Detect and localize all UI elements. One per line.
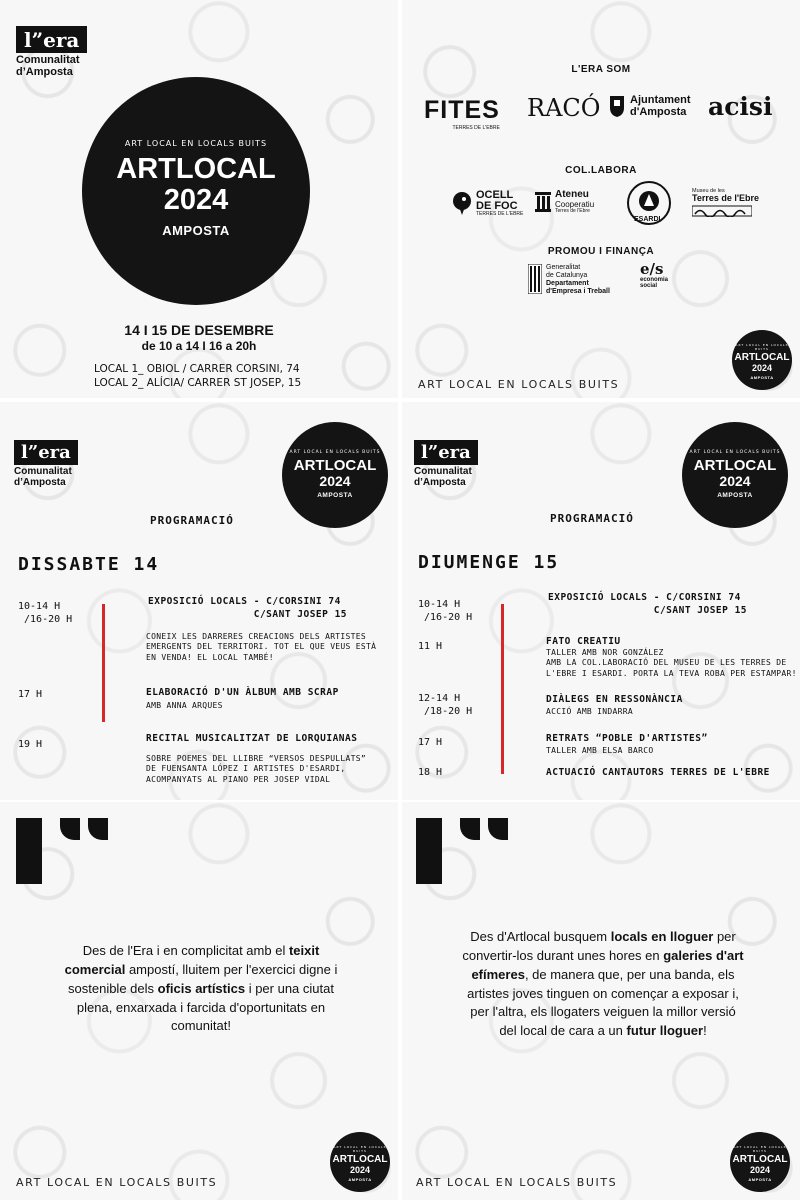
ateneu-logo <box>534 190 594 214</box>
artlocal-badge-small <box>330 1132 390 1192</box>
era-logo <box>14 440 78 488</box>
fites-sub: TERRES DE L'EBRE <box>452 125 500 131</box>
badge-year: 2024 <box>749 1164 771 1175</box>
event-desc: ACCIÓ AMB INDARRA <box>546 707 633 716</box>
time-label: 12-14 H /18-20 H <box>418 693 473 717</box>
badge-city: AMPOSTA <box>717 491 753 499</box>
badge-year: 2024 <box>719 472 751 489</box>
ateneu-line3: Terres de l'Ebre <box>555 207 590 214</box>
badge-year: 2024 <box>163 184 229 217</box>
badge-kicker: ART LOCAL EN LOCALS BUITS <box>289 450 381 455</box>
era-logo-sub2: d’Amposta <box>414 476 466 488</box>
shield-icon <box>608 94 626 118</box>
badge-name: ARTLOCAL <box>293 457 377 474</box>
badge-kicker: ART LOCAL EN LOCALS BUITS <box>689 450 781 455</box>
raco-text: RACÓ <box>527 94 601 122</box>
museu-line1: Museu de les <box>692 188 725 194</box>
era-logo-mark: l”era <box>14 440 78 465</box>
artlocal-badge-small <box>732 330 792 390</box>
programacio-heading: PROGRAMACIÓ <box>150 514 234 527</box>
raco-logo <box>527 94 600 122</box>
location-1: LOCAL 1_ OBIOL / CARRER CORSINI, 74 <box>94 363 300 375</box>
badge-name: ARTLOCAL <box>732 1154 788 1165</box>
footer-tagline: ART LOCAL EN LOCALS BUITS <box>16 1176 218 1189</box>
economia-social-logo <box>640 262 668 289</box>
ocell-line2: DE FOC <box>476 200 518 212</box>
panel-sunday <box>402 402 800 800</box>
footer-tagline: ART LOCAL EN LOCALS BUITS <box>416 1176 618 1189</box>
panel-saturday <box>0 402 398 800</box>
badge-kicker: ART LOCAL EN LOCALS BUITS <box>733 1145 787 1153</box>
day-title: DIUMENGE 15 <box>418 552 560 573</box>
time-label: 18 H <box>418 767 443 778</box>
hours-text: de 10 a 14 I 16 a 20h <box>141 339 257 353</box>
text-part: Des de l'Era i en complicitat amb el <box>82 943 289 958</box>
bird-icon <box>452 191 472 217</box>
eco-line2: social <box>640 283 658 289</box>
panel-rentals <box>402 802 800 1200</box>
acisi-logo <box>708 92 773 121</box>
event-title: EXPOSICIÓ LOCALS - C/CORSINI 74 C/SANT JOSEP 15 <box>548 592 748 616</box>
text-part: ! <box>703 1023 707 1039</box>
gen-line4: d'Empresa i Treball <box>546 288 610 296</box>
event-desc: AMB ANNA ARQUES <box>146 701 223 710</box>
event-title: ELABORACIÓ D'UN ÀLBUM AMB SCRAP <box>146 687 339 698</box>
time-label: 10-14 H /16-20 H <box>418 599 473 623</box>
ebre-wave-icon <box>692 205 752 217</box>
era-logo-sub1: Comunalitat <box>414 466 472 477</box>
event-title: RECITAL MUSICALITZAT DE LORQUIANAS <box>146 733 358 744</box>
event-title: DIÀLEGS EN RESSONÀNCIA <box>546 694 683 705</box>
event-desc: TALLER AMB ELSA BARCO <box>546 746 654 755</box>
text-bold: locals en lloguer <box>610 929 714 944</box>
eco-line1: economia <box>640 277 669 283</box>
badge-city: AMPOSTA <box>348 1176 372 1182</box>
event-title: FATO CREATIU <box>546 636 621 647</box>
ocell-de-foc-logo <box>452 190 523 217</box>
artlocal-badge <box>282 422 388 528</box>
artlocal-badge <box>682 422 788 528</box>
era-logo-sub2: d’Amposta <box>14 476 66 488</box>
text-part: , de manera que, per una banda, els artistes joves tinguen on començar a exposar i, per l'altra, els llogaters veiguen la millor versió del local de cara a un <box>467 966 739 1039</box>
event-dates <box>0 322 398 353</box>
gen-line1: Generalitat <box>546 264 581 271</box>
heading-colabora: COL.LABORA <box>565 165 637 176</box>
museu-logo <box>692 188 759 222</box>
badge-name: ARTLOCAL <box>693 457 777 474</box>
badge-city: AMPOSTA <box>748 1176 772 1182</box>
location-2: LOCAL 2_ ALÍCIA/ CARRER ST JOSEP, 15 <box>94 376 302 389</box>
text-part: Des d'Artlocal busquem <box>470 929 611 944</box>
day-title: DISSABTE 14 <box>18 554 160 575</box>
quote-mark-icon <box>16 818 112 884</box>
badge-kicker: ART LOCAL EN LOCALS BUITS <box>124 139 268 148</box>
badge-name: ARTLOCAL <box>332 1154 388 1165</box>
panel-cover <box>0 0 398 398</box>
fites-logo <box>424 96 500 131</box>
text-bold: futur lloguer <box>626 1023 704 1039</box>
ateneu-line2: Cooperatiu <box>555 199 595 209</box>
event-title: EXPOSICIÓ LOCALS - C/CORSINI 74 C/SANT JOSEP 15 <box>148 596 348 620</box>
era-logo-sub1: Comunalitat <box>16 54 80 66</box>
ocell-line3: TERRES DE L'EBRE <box>476 211 524 217</box>
badge-kicker: ART LOCAL EN LOCALS BUITS <box>333 1145 387 1153</box>
senyera-icon <box>528 264 542 294</box>
event-desc: SOBRE POEMES DEL LLIBRE “VERSOS DESPULLATS” DE FUENSANTA LÓPEZ I ARTISTES D'ESARDI, ACOMPANYATS AL PIANO PER JOSEP VIDAL <box>146 754 367 784</box>
text-bold: galeries d'art efímeres <box>471 947 744 982</box>
event-title: RETRATS “POBLE D'ARTISTES” <box>546 733 708 744</box>
rentals-text <box>462 928 744 1041</box>
badge-year: 2024 <box>319 472 351 489</box>
ocell-line1: OCELL <box>476 189 514 201</box>
time-label: 10-14 H /16-20 H <box>18 601 73 625</box>
time-label: 17 H <box>18 689 43 700</box>
manifesto-text <box>64 942 338 1036</box>
quote-mark-icon <box>416 818 512 884</box>
time-label: 19 H <box>18 739 43 750</box>
badge-year: 2024 <box>349 1164 371 1175</box>
gen-line3: Departament <box>546 280 589 288</box>
panel-manifesto <box>0 802 398 1200</box>
event-title: ACTUACIÓ CANTAUTORS TERRES DE L'EBRE <box>546 767 770 778</box>
generalitat-logo <box>528 264 610 296</box>
era-logo <box>414 440 478 488</box>
dates-text: 14 I 15 DE DESEMBRE <box>124 322 274 338</box>
locations <box>94 363 301 390</box>
text-bold: teixit comercial <box>64 943 320 977</box>
ajuntament-logo <box>608 94 691 118</box>
era-logo-sub2: d’Amposta <box>16 65 73 78</box>
era-logo-mark: l”era <box>414 440 478 465</box>
gen-line2: de Catalunya <box>546 272 588 280</box>
timeline-line <box>501 604 504 774</box>
esardi-text: ESARDI <box>634 216 661 223</box>
badge-name: ARTLOCAL <box>116 153 276 185</box>
acisi-text: acisi <box>708 92 773 121</box>
ateneu-line1: Ateneu <box>555 189 589 200</box>
text-part: ampostí, lluitem per l'exercici digne i sostenible dels <box>68 961 338 996</box>
timeline-line <box>102 604 105 722</box>
heading-som: L'ERA SOM <box>571 64 631 75</box>
badge-name: ARTLOCAL <box>734 352 790 363</box>
text-part: per convertir-los durant unes hores en <box>462 929 736 963</box>
ajuntament-line2: d'Amposta <box>630 106 687 119</box>
fites-text: FITES <box>424 96 500 124</box>
badge-city: AMPOSTA <box>162 223 230 239</box>
ajuntament-line1: Ajuntament <box>630 94 691 106</box>
museu-line2: Terres de l'Ebre <box>692 193 760 204</box>
artlocal-badge <box>82 77 310 305</box>
event-desc: TALLER AMB NOR GONZÁLEZ AMB LA COL.LABORACIÓ DEL MUSEU DE LES TERRES DE L'EBRE I ESARDI. PORTA LA TEVA ROBA PER ESTAMPAR! <box>546 648 797 678</box>
badge-city: AMPOSTA <box>750 374 774 380</box>
badge-city: AMPOSTA <box>317 491 353 499</box>
text-part: i per una ciutat plena, enxarxada i farcida d'oportunitats en comunitat! <box>76 980 334 1034</box>
era-logo-mark: l”era <box>16 26 87 53</box>
badge-kicker: ART LOCAL EN LOCALS BUITS <box>735 343 789 351</box>
panel-sponsors <box>402 0 800 398</box>
eco-mark: e/s <box>640 260 664 278</box>
event-desc: CONEIX LES DARRERES CREACIONS DELS ARTISTES EMERGENTS DEL TERRITORI. TOT EL QUE VEUS ESTÀ EN VENDA! EL LOCAL TAMBÉ! <box>146 632 377 662</box>
era-logo-sub1: Comunalitat <box>14 466 72 477</box>
footer-tagline: ART LOCAL EN LOCALS BUITS <box>418 378 620 391</box>
era-logo <box>16 26 87 78</box>
esardi-logo <box>626 180 672 226</box>
time-label: 11 H <box>418 641 443 652</box>
artlocal-badge-small <box>730 1132 790 1192</box>
column-icon <box>534 191 552 213</box>
heading-promou: PROMOU I FINANÇA <box>547 246 655 257</box>
programacio-heading: PROGRAMACIÓ <box>550 512 634 525</box>
time-label: 17 H <box>418 737 443 748</box>
badge-year: 2024 <box>751 362 773 373</box>
text-bold: oficis artístics <box>157 980 246 996</box>
